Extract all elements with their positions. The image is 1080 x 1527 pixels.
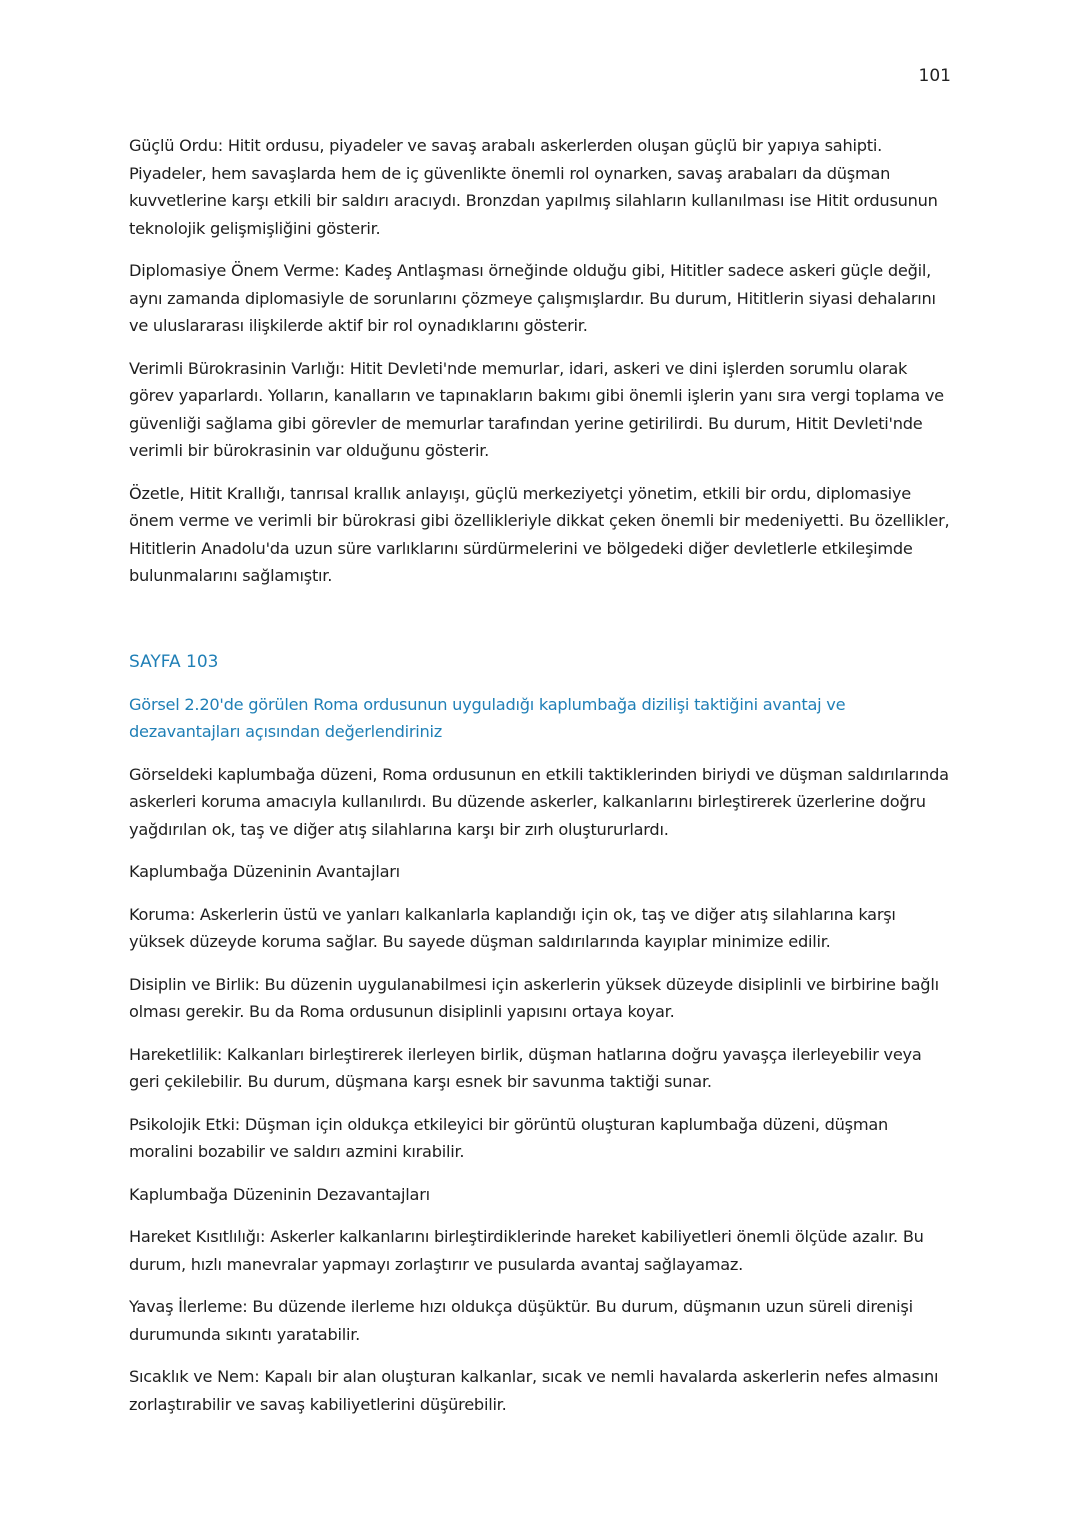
disadvantages-heading: Kaplumbağa Düzeninin Dezavantajları: [129, 1184, 430, 1204]
disadvantage-item: Yavaş İlerleme: Bu düzende ilerleme hızı oldukça düşüktür. Bu durum, düşmanın uzun süreli direnişi durumunda sıkıntı yaratabilir.: [129, 1297, 913, 1344]
disadvantage-item: Sıcaklık ve Nem: Kapalı bir alan oluşturan kalkanlar, sıcak ve nemli havalarda askerlerin nefes almasını zorlaştırabilir ve savaş kabiliyetlerini düşürebilir.: [129, 1367, 939, 1414]
disadvantage-item: Hareket Kısıtlılığı: Askerler kalkanlarını birleştirdiklerinde hareket kabiliyetleri önemli ölçüde azalır. Bu durum, hızlı manevralar yapmayı zorlaştırır ve pusularda avantaj sağlayamaz.: [129, 1227, 924, 1274]
advantage-item: Hareketlilik: Kalkanları birleştirerek ilerleyen birlik, düşman hatlarına doğru yavaşça ilerleyebilir veya geri çekilebilir. Bu durum, düşmana karşı esnek bir savunma taktiği sunar.: [129, 1044, 922, 1091]
question-text: Görsel 2.20'de görülen Roma ordusunun uyguladığı kaplumbağa dizilişi taktiğini avantaj ve dezavantajları açısından değerlendiriniz: [129, 694, 846, 741]
document-body: [129, 132, 951, 1433]
page-number: 101: [918, 66, 951, 86]
paragraph-guclu-ordu: Güçlü Ordu: Hitit ordusu, piyadeler ve savaş arabalı askerlerden oluşan güçlü bir yapıya sahipti. Piyadeler, hem savaşlarda hem de iç güvenlikte önemli rol oynarken, savaş arabaları da düşman kuvvetlerine karşı etkili bir saldırı aracıydı. Bronzdan yapılmış silahların kullanılması ise Hitit ordusunun teknolojik gelişmişliğini gösterir.: [129, 136, 938, 238]
paragraph-diplomasi: Diplomasiye Önem Verme: Kadeş Antlaşması örneğinde olduğu gibi, Hititler sadece askeri güçle değil, aynı zamanda diplomasiyle de sorunlarını çözmeye çalışmışlardır. Bu durum, Hititlerin siyasi dehalarını ve uluslararası ilişkilerde aktif bir rol oynadıklarını gösterir.: [129, 261, 936, 335]
paragraph-ozet: Özetle, Hitit Krallığı, tanrısal krallık anlayışı, güçlü merkeziyetçi yönetim, etkili bir ordu, diplomasiye önem verme ve verimli bir bürokrasi gibi özellikleriyle dikkat çeken önemli bir medeniyetti. Bu özellikler, Hititlerin Anadolu'da uzun süre varlıklarını sürdürmelerini ve bölgedeki diğer devletlerle etkileşimde bulunmalarını sağlamıştır.: [129, 483, 950, 585]
section-intro: Görseldeki kaplumbağa düzeni, Roma ordusunun en etkili taktiklerinden biriydi ve düşman saldırılarında askerleri koruma amacıyla kullanılırdı. Bu düzende askerler, kalkanlarını birleştirerek üzerlerine doğru yağdırılan ok, taş ve diğer atış silahlarına karşı bir zırh oluştururlardı.: [129, 764, 949, 839]
paragraph-burokrasi: Verimli Bürokrasinin Varlığı: Hitit Devleti'nde memurlar, idari, askeri ve dini işlerden sorumlu olarak görev yaparlardı. Yolların, kanalların ve tapınakların bakımı gibi önemli işlerin yanı sıra vergi toplama ve güvenliği sağlama gibi görevler de memurlar tarafından yerine getirilirdi. Bu durum, Hitit Devleti'nde verimli bir bürokrasinin var olduğunu gösterir.: [129, 358, 944, 460]
section-heading: SAYFA 103: [129, 651, 219, 672]
advantage-item: Psikolojik Etki: Düşman için oldukça etkileyici bir görüntü oluşturan kaplumbağa düzeni, düşman moralini bozabilir ve saldırı azmini kırabilir.: [129, 1114, 889, 1161]
advantages-heading: Kaplumbağa Düzeninin Avantajları: [129, 862, 400, 881]
advantage-item: Disiplin ve Birlik: Bu düzenin uygulanabilmesi için askerlerin yüksek düzeyde disiplinli ve birbirine bağlı olması gerekir. Bu da Roma ordusunun disiplinli yapısını ortaya koyar.: [129, 974, 939, 1021]
advantage-item: Koruma: Askerlerin üstü ve yanları kalkanlarla kaplandığı için ok, taş ve diğer atış silahlarına karşı yüksek düzeyde koruma sağlar. Bu sayede düşman saldırılarında kayıplar minimize edilir.: [129, 904, 896, 951]
